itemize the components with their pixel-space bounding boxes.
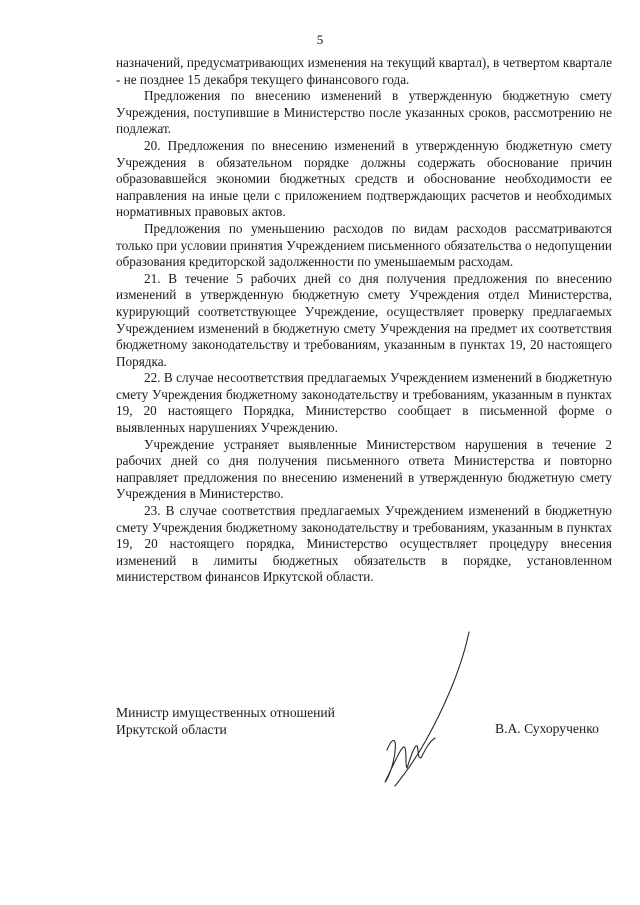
position-line: Министр имущественных отношений — [116, 705, 335, 720]
signer-name: В.А. Сухорученко — [495, 721, 599, 736]
paragraph: Предложения по внесению изменений в утвержденную бюджетную смету Учреждения, поступившие в Министерство после указанных сроков, рассмотрению не подлежат. — [116, 88, 612, 137]
page-number: 5 — [316, 32, 324, 47]
paragraph-item-22: 22. В случае несоответствия предлагаемых Учреждением изменений в бюджетную смету Учреждения бюджетному законодательству и требованиям, указанным в пунктах 19, 20 настоящего Порядка, Министерство сообщает в письменной форме о выявленных нарушениях Учреждению. — [116, 370, 612, 436]
document-body — [116, 55, 612, 586]
position-line: Иркутской области — [116, 722, 227, 737]
signatory-position — [116, 704, 335, 738]
paragraph-item-21: 21. В течение 5 рабочих дней со дня получения предложения по внесению изменений в утвержденную бюджетную смету Учреждения отдел Министерства, курирующий соответствующее Учреждение, осуществляет проверку предлагаемых Учреждением изменений в бюджетную смету Учреждения на предмет их соответствия бюджетному законодательству и требованиям, указанным в пунктах 19, 20 настоящего Порядка. — [116, 270, 612, 369]
paragraph: Учреждение устраняет выявленные Министерством нарушения в течение 2 рабочих дней со дня получения письменного ответа Министерства и повторно направляет предложения по внесению изменений в утвержденную бюджетную смету Учреждения в Министерство. — [116, 436, 612, 502]
paragraph: Предложения по уменьшению расходов по видам расходов рассматриваются только при условии принятия Учреждением письменного обязательства о недопущении образования кредиторской задолженности по уменьшаемым расходам. — [116, 220, 612, 270]
handwritten-signature — [365, 630, 475, 790]
paragraph-continuation: назначений, предусматривающих изменения на текущий квартал), в четвертом квартале - не позднее 15 декабря текущего финансового года. — [116, 55, 612, 87]
paragraph-item-20: 20. Предложения по внесению изменений в утвержденную бюджетную смету Учреждения в обязательном порядке должны содержать обоснование причин образовавшейся экономии бюджетных средств и обоснование необходимости ее направления на иные цели с приложением подтверждающих расчетов и необходимых нормативных правовых актов. — [116, 137, 612, 220]
paragraph-item-23: 23. В случае соответствия предлагаемых Учреждением изменений в бюджетную смету Учреждения бюджетному законодательству и требованиям, указанным в пунктах 19, 20 настоящего порядка, Министерство осуществляет процедуру внесения изменений в лимиты бюджетных обязательств в порядке, установленном министерством финансов Иркутской области. — [116, 503, 612, 585]
